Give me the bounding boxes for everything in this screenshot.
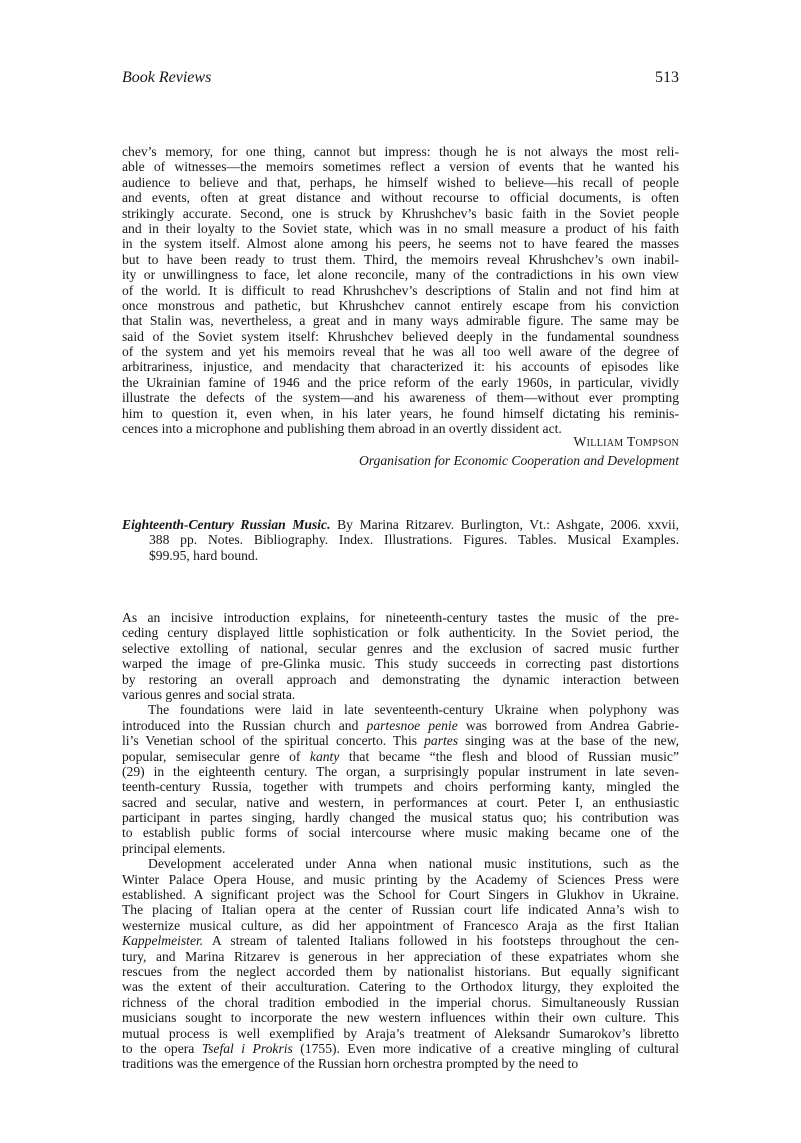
text-segment: teenth-century Russia, together with trumpets and choirs performing kanty, mingled the (122, 779, 679, 795)
text-segment: The foundations were laid in late seventeenth-century Ukraine when polyphony was (148, 702, 679, 718)
text-segment: westernize musical culture, as did her appointment of Francesco Araja as the first Italian (122, 917, 679, 933)
text-line (122, 313, 679, 328)
text-segment: A stream of talented Italians followed in his footsteps throughout the cen- (203, 933, 679, 949)
text-segment: participant in partes singing, hardly changed the musical status quo; his contribution was (122, 810, 679, 826)
text-segment: and events, often at great distance and without recourse to official documents, is often (122, 190, 679, 206)
text-segment: chev’s memory, for one thing, cannot but impress: though he is not always the most reli- (122, 144, 679, 159)
italic-text: Tsefal i Prokris (201, 1040, 293, 1056)
text-segment: selective extolling of national, secular genres and the exclusion of sacred music further (122, 640, 679, 656)
text-line (122, 810, 679, 825)
italic-text: Eighteenth-Century Russian Music. (122, 517, 331, 532)
text-segment: in the system itself. Almost alone among his peers, he seems not to have feared the masses (122, 236, 679, 252)
text-line (122, 656, 679, 671)
text-line (122, 718, 679, 733)
running-head-title: Book Reviews (122, 69, 212, 86)
text-line (122, 190, 679, 205)
text-line (122, 236, 679, 251)
text-line (122, 206, 679, 221)
text-line (122, 267, 679, 282)
text-line (122, 764, 679, 779)
text-line (122, 532, 679, 547)
text-line (122, 390, 679, 405)
text-segment: li’s Venetian school of the spiritual concerto. This (122, 733, 425, 749)
text-segment: various genres and social strata. (122, 686, 296, 702)
text-line (122, 298, 679, 313)
text-segment: the Ukrainian famine of 1946 and the price reform of the early 1960s, in particular, vividly (122, 374, 679, 390)
text-line (122, 406, 679, 421)
text-segment: said of the Soviet system itself: Khrushchev believed deeply in the fundamental soundness (122, 328, 679, 344)
text-segment: but to have been ready to trust them. Third, the memoirs reveal Khrushchev’s own inabil- (122, 251, 679, 267)
text-segment: warped the image of pre-Glinka music. This study succeeds in correcting past distortions (122, 656, 679, 672)
text-segment: by restoring an overall approach and demonstrating the dynamic interaction between (122, 671, 679, 687)
text-line (122, 1056, 679, 1071)
text-segment: introduced into the Russian church and (122, 717, 367, 733)
text-segment: mutual process is well exemplified by Araja’s treatment of Aleksandr Sumarokov’s libretto (122, 1025, 679, 1041)
text-segment: sacred and secular, native and western, in performances at court. Peter I, an enthusiastic (122, 794, 679, 810)
text-segment: ceding century displayed little sophistication or folk authenticity. In the Soviet period, the (122, 625, 679, 641)
text-line (122, 687, 679, 702)
italic-text: Kappelmeister. (122, 933, 204, 949)
text-segment: cences into a microphone and publishing them abroad in an overtly dissident act. (122, 421, 562, 437)
text-segment: richness of the choral tradition embodied in the imperial chorus. Simultaneously Russian (122, 994, 679, 1010)
text-line (122, 1010, 679, 1025)
text-line (122, 872, 679, 887)
text-segment: arbitrariness, injustice, and mendacity that characterized it: his accounts of episodes like (122, 359, 679, 375)
text-line (122, 283, 679, 298)
text-line (122, 359, 679, 374)
text-line (122, 610, 679, 625)
text-line (122, 159, 679, 174)
book-citation (122, 517, 679, 563)
text-segment: traditions was the emergence of the Russian horn orchestra prompted by the need to (122, 1056, 579, 1072)
text-segment: ity or unwillingness to face, let alone reconcile, many of the contradictions in his own view (122, 267, 679, 283)
text-line (122, 795, 679, 810)
text-segment: that Stalin was, nevertheless, a great and in many ways admirable figure. The same may be (122, 313, 679, 329)
text-segment: that became “the flesh and blood of Russian music” (339, 748, 679, 764)
text-line (122, 918, 679, 933)
text-segment: Development accelerated under Anna when national music institutions, such as the (148, 856, 679, 872)
text-segment: him to question it, even when, in his later years, he found himself dictating his reminis- (122, 405, 679, 421)
page-number: 513 (655, 69, 679, 86)
text-line (122, 979, 679, 994)
text-segment: once monstrous and pathetic, but Khrushchev cannot entirely escape from his conviction (122, 297, 679, 313)
text-segment: The placing of Italian opera at the center of Russian court life indicated Anna’s wish to (122, 902, 679, 918)
text-line (122, 1041, 679, 1056)
text-line (122, 902, 679, 917)
text-line (122, 933, 679, 948)
text-line (122, 887, 679, 902)
text-segment: illustrate the defects of the system—and his awareness of them—without ever prompting (122, 390, 679, 406)
text-segment: audience to believe and that, perhaps, he himself wished to believe—his recall of people (122, 174, 679, 190)
text-line (122, 1026, 679, 1041)
text-segment: rescues from the neglect accorded them by nationalist historians. But equally significant (122, 963, 679, 979)
running-head (122, 68, 679, 88)
italic-text: kanty (309, 748, 340, 764)
italic-text: partesnoe penie (366, 717, 458, 733)
text-segment: singing was at the base of the new, (458, 733, 679, 749)
text-line (122, 856, 679, 871)
text-line (122, 548, 679, 563)
text-line (122, 672, 679, 687)
text-line (122, 252, 679, 267)
text-line (122, 375, 679, 390)
text-segment: strikingly accurate. Second, one is struck by Khrushchev’s basic faith in the Soviet people (122, 205, 679, 221)
text-line (122, 144, 679, 159)
text-line (122, 949, 679, 964)
text-line (122, 344, 679, 359)
review-body (122, 610, 679, 1072)
text-segment: to the opera (122, 1040, 202, 1056)
text-line (122, 964, 679, 979)
text-segment: of the system and yet his memoirs reveal that he was all too well aware of the degree of (122, 344, 679, 360)
text-line (122, 995, 679, 1010)
text-segment: able of witnesses—the memoirs sometimes reflect a version of events that he wanted his (122, 159, 679, 175)
text-segment: (29) in the eighteenth century. The organ, a surprisingly popular instrument in late seven- (122, 763, 679, 779)
text-line (122, 702, 679, 717)
text-line (122, 221, 679, 236)
reviewer-affiliation: Organisation for Economic Cooperation and Development (358, 453, 679, 468)
reviewer-name: William Tompson (573, 434, 679, 449)
text-segment: established. A significant project was the School for Court Singers in Glukhov in Ukraine. (122, 887, 679, 903)
text-line (122, 749, 679, 764)
text-segment: Winter Palace Opera House, and music printing by the Academy of Sciences Press were (122, 871, 679, 887)
text-line (122, 825, 679, 840)
text-segment: (1755). Even more indicative of a creative mingling of cultural (292, 1040, 679, 1056)
text-line (122, 329, 679, 344)
text-line (122, 175, 679, 190)
text-segment: tury, and Marina Ritzarev is generous in her appreciation of these expatriates whom she (122, 948, 679, 964)
text-segment: popular, semisecular genre of (122, 748, 310, 764)
italic-text: partes (424, 733, 459, 749)
text-segment: to establish public forms of social intercourse where music making became one of the (122, 825, 679, 841)
text-segment: 388 pp. Notes. Bibliography. Index. Illustrations. Figures. Tables. Musical Examples. (149, 532, 679, 548)
text-segment: musicians sought to incorporate the new western influences within their own culture. This (122, 1010, 679, 1026)
text-line (122, 625, 679, 640)
text-segment: As an incisive introduction explains, for nineteenth-century tastes the music of the pre- (122, 610, 679, 625)
text-segment: $99.95, hard bound. (149, 547, 259, 563)
text-segment: principal elements. (122, 840, 226, 856)
text-segment: was the extent of their acculturation. Catering to the Orthodox liturgy, they exploited the (122, 979, 679, 995)
review-body-paragraph (122, 144, 679, 436)
text-segment: By Marina Ritzarev. Burlington, Vt.: Ashgate, 2006. xxvii, (330, 517, 679, 532)
text-segment: of the world. It is difficult to read Khrushchev’s descriptions of Stalin and not find him at (122, 282, 679, 298)
text-line (122, 733, 679, 748)
text-line (122, 779, 679, 794)
text-line (122, 517, 679, 532)
text-line (122, 841, 679, 856)
text-line (122, 641, 679, 656)
text-segment: was borrowed from Andrea Gabrie- (457, 717, 679, 733)
text-segment: and in their loyalty to the Soviet state, which was in no small measure a product of his faith (122, 220, 679, 236)
